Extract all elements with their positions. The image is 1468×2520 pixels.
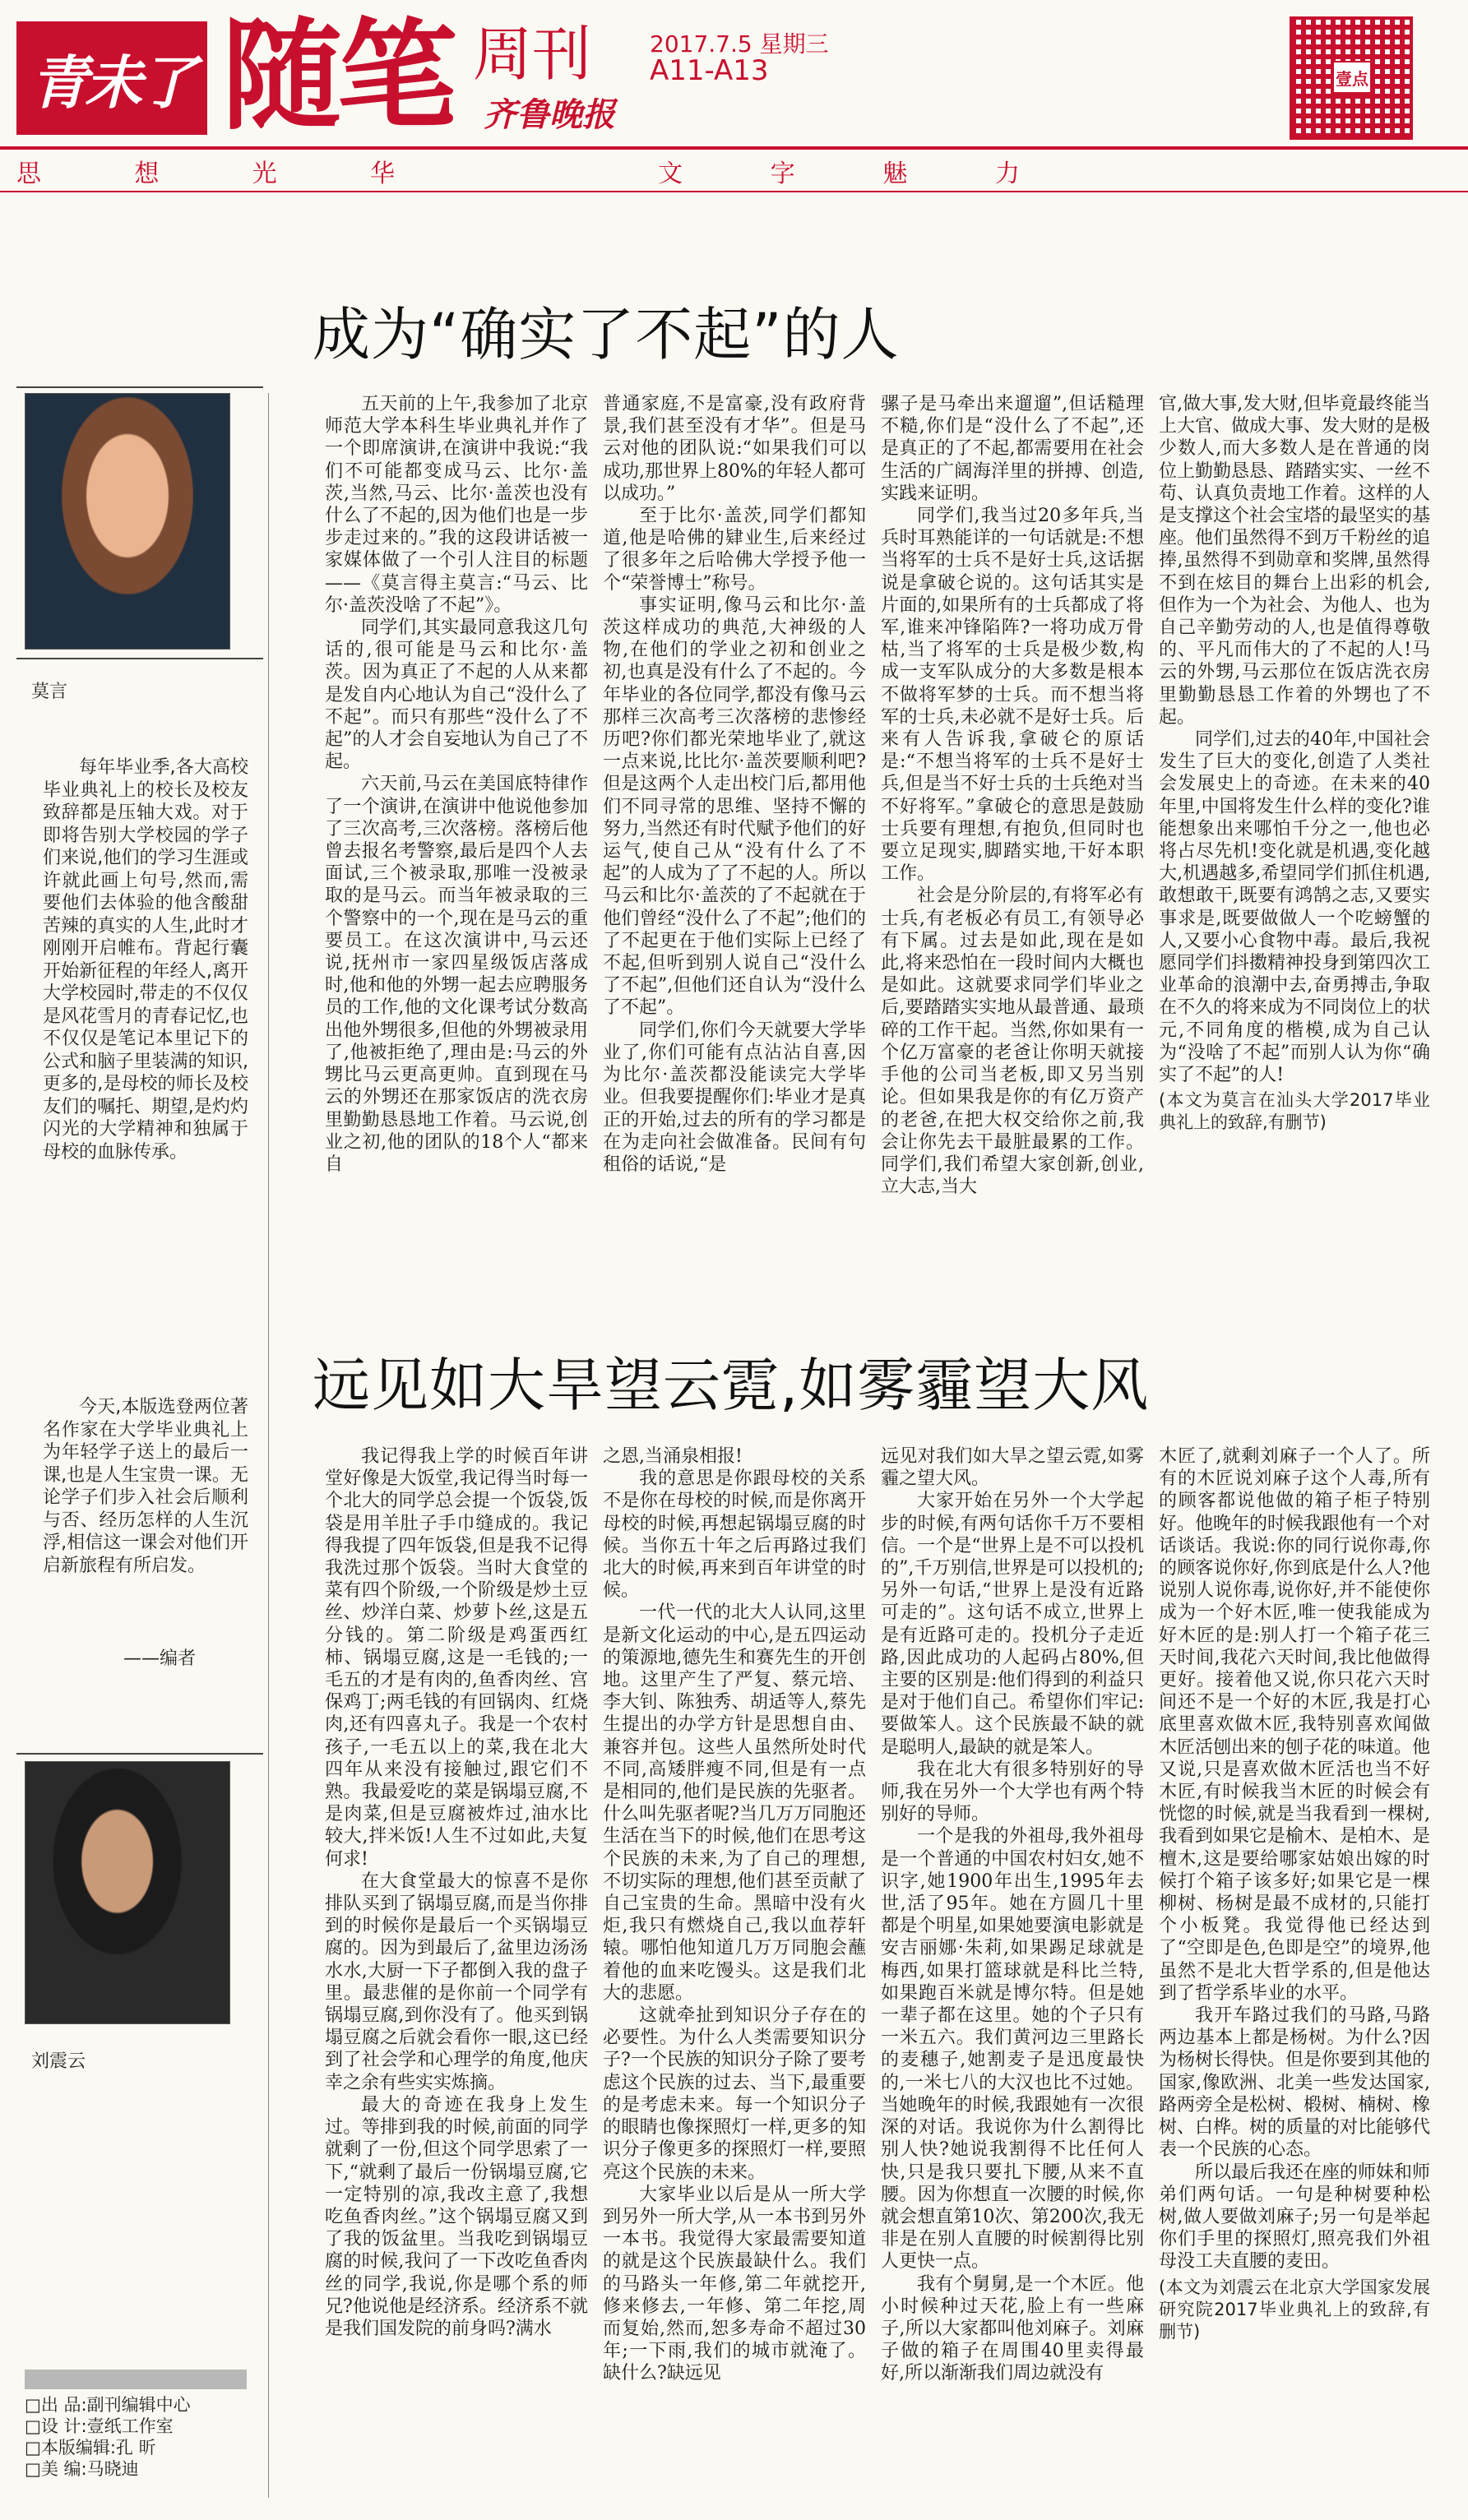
source-note: (本文为莫言在汕头大学2017毕业典礼上的致辞,有删节) bbox=[1159, 1090, 1430, 1133]
slogan-char: 字 bbox=[770, 160, 795, 188]
slogan-char: 力 bbox=[994, 160, 1020, 188]
paragraph: 所以最后我还在座的师妹和师弟们两句话。一句是种树要种松树,做人要做刘麻子;另一句是举起你们手里的探照灯,照亮我们外祖母没工夫直腰的麦田。 bbox=[1159, 2162, 1430, 2273]
paragraph: 事实证明,像马云和比尔·盖茨这样成功的典范,大神级的人物,在他们的学业之初和创业之初,也真是没有什么了不起的。今年毕业的各位同学,都没有像马云那样三次高考三次落榜的悲惨经历吧?你们都光荣地毕业了,就这一点来说,比比尔·盖茨要顺利吧?但是这两个人走出校门后,都用他们不同寻常的思维、坚持不懈的努力,当然还有时代赋予他们的好运气,使自己从“没有什么了不起”的人成为了了不起的人。所以马云和比尔·盖茨的了不起就在于他们曾经“没什么了不起”;他们的了不起更在于他们实际上已经了不起,但听到别人说自己“没什么了不起”,但他们还自认为“没什么了不起”。 bbox=[603, 594, 866, 1019]
credit-line: □设 计:壹纸工作室 bbox=[25, 2416, 174, 2436]
photo-caption: 莫言 bbox=[31, 682, 68, 702]
author-photo-mo-yan bbox=[25, 393, 230, 650]
paragraph: 木匠了,就剩刘麻子一个人了。所有的木匠说刘麻子这个人毒,所有的顾客都说他做的箱子柜子特别好。他晚年的时候我跟他有一个对话谈话。我说:你的同行说你毒,你的顾客说你好,你到底是什么人?他说别人说你毒,说你好,并不能使你成为一个好木匠,唯一使我能成为好木匠的是:别人打一个箱子花三天时间,我花六天时间,我比他做得更好。接着他又说,你只花六天时间还不是一个好的木匠,我是打心底里喜欢做木匠,我特别喜欢闻做木匠活刨出来的刨子花的味道。他又说,只是喜欢做木匠活也当不好木匠,有时候我当木匠的时候会有恍惚的时候,就是当我看到一棵树,我看到如果它是榆木、是柏木、是檀木,这是要给哪家姑娘出嫁的时候打个箱子该多好;如果它是一棵柳树、杨树是最不成材的,只能打个小板凳。我觉得他已经达到了“空即是色,色即是空”的境界,他虽然不是北大哲学系的,但是他达到了哲学系毕业的水平。 bbox=[1159, 1446, 1430, 2004]
paragraph: 我记得我上学的时候百年讲堂好像是大饭堂,我记得当时每一个北大的同学总会提一个饭袋,饭袋是用羊肚子手巾缝成的。我记得我提了四年饭袋,但是我不记得我洗过那个饭袋。当时大食堂的菜有四个阶级,一个阶级是炒土豆丝、炒洋白菜、炒萝卜丝,这是五分钱的。第二阶级是鸡蛋西红柿、锅塌豆腐,这是一毛钱的;一毛五的才是有肉的,鱼香肉丝、宫保鸡丁;两毛钱的有回锅肉、红烧肉,还有四喜丸子。我是一个农村孩子,一毛五以上的菜,我在北大四年从来没有接触过,跟它们不熟。我最爱吃的菜是锅塌豆腐,不是肉菜,但是豆腐被炸过,油水比较大,拌米饭!人生不过如此,夫复何求! bbox=[325, 1446, 588, 1870]
slogan-char: 文 bbox=[658, 160, 683, 188]
credit-line: □出 品:副刊编辑中心 bbox=[25, 2395, 191, 2415]
paragraph: 之恩,当涌泉相报! bbox=[603, 1446, 743, 1467]
paragraph: 官,做大事,发大财,但毕竟最终能当上大官、做成大事、发大财的是极少数人,而大多数人是在普通的岗位上勤勤恳恳、踏踏实实、一丝不苟、认真负责地工作着。这样的人是支撑这个社会宝塔的最坚实的基座。他们虽然得不到万千粉丝的追捧,虽然得不到勋章和奖牌,虽然得不到在炫目的舞台上出彩的机会,但作为一个为社会、为他人、也为自己辛勤劳动的人,也是值得尊敬的、平凡而伟大的了不起的人!马云的外甥,马云那位在饭店洗衣房里勤勤恳恳工作着的外甥也了不起。 bbox=[1159, 394, 1430, 728]
column-rule bbox=[268, 393, 269, 2498]
sidebar-divider bbox=[16, 386, 263, 388]
qr-badge: 壹点 bbox=[1332, 61, 1372, 94]
slogan-char: 魅 bbox=[882, 160, 908, 188]
paragraph: 普通家庭,不是富豪,没有政府背景,我们甚至没有才华”。但是马云对他的团队说:“如果我们可以成功,那世界上80%的年轻人都可以成功。” bbox=[603, 394, 866, 504]
section-title: 随笔 bbox=[222, 7, 452, 146]
article-column bbox=[603, 393, 866, 1359]
paragraph: 大家毕业以后是从一所大学到另外一所大学,从一本书到另外一本书。我觉得大家最需要知道的就是这个民族最缺什么。我们的马路头一年修,第二年就挖开,修来修去,一年修、第二年挖,周而复始,然而,恕多寿命不超过30年;一下雨,我们的城市就淹了。缺什么?缺远见 bbox=[603, 2184, 866, 2384]
slogan-char: 思 bbox=[16, 160, 41, 188]
issue-date: 2017.7.5 星期三 bbox=[650, 30, 829, 58]
article-column bbox=[325, 1445, 588, 2473]
article-headline: 远见如大旱望云霓,如雾霾望大风 bbox=[313, 1352, 1150, 1419]
masthead-rule-bottom bbox=[0, 191, 1468, 192]
sidebar-divider bbox=[16, 1753, 263, 1755]
slogan-char: 华 bbox=[369, 160, 395, 188]
source-note: (本文为刘震云在北京大学国家发展研究院2017毕业典礼上的致辞,有删节) bbox=[1159, 2277, 1430, 2342]
author-photo-liu-zhenyun bbox=[25, 1761, 230, 2024]
paragraph: 这就牵扯到知识分子存在的必要性。为什么人类需要知识分子?一个民族的知识分子除了要考虑这个民族的过去、当下,最重要的是考虑未来。每一个知识分子的眼睛也像探照灯一样,更多的知识分子像更多的探照灯一样,要照亮这个民族的未来。 bbox=[603, 2005, 866, 2183]
editor-signature: ——编者 bbox=[123, 1648, 197, 1669]
page-credits bbox=[25, 2394, 191, 2480]
paragraph: 同学们,我当过20多年兵,当兵时耳熟能详的一句话就是:不想当将军的士兵不是好士兵,这话据说是拿破仑说的。这句话其实是片面的,如果所有的士兵都成了将军,谁来冲锋陷阵?一将功成万骨枯,当了将军的士兵是极少数,构成一支军队成分的大多数是根本不做将军梦的士兵。而不想当将军的士兵,未必就不是好士兵。后来有人告诉我,拿破仑的原话是:“不想当将军的士兵不是好士兵,但是当不好士兵的士兵绝对当不好将军。”拿破仑的意思是鼓励士兵要有理想,有抱负,但同时也要立足现实,脚踏实地,干好本职工作。 bbox=[881, 506, 1144, 885]
weekly-label: 周刊 bbox=[473, 20, 592, 89]
paragraph: 同学们,其实最同意我这几句话的,很可能是马云和比尔·盖茨。因为真正了不起的人从来都是发自内心地认为自己“没什么了不起”。而只有那些“没什么了不起”的人才会自妄地认为自己了不起。 bbox=[325, 617, 588, 773]
paragraph: 我的意思是你跟母校的关系不是你在母校的时候,而是你离开母校的时候,再想起锅塌豆腐的时候。当你五十年之后再路过我们北大的时候,再来到百年讲堂的时候。 bbox=[603, 1468, 866, 1602]
editor-intro: 每年毕业季,各大高校毕业典礼上的校长及校友致辞都是压轴大戏。对于即将告别大学校园的学子们来说,他们的学习生涯或许就此画上句号,然而,需要他们去体验的他含酸甜苦辣的真实的人生,此时才刚刚开启帷布。背起行囊开始新征程的年经人,离开大学校园时,带走的不仅仅是风花雪月的青春记忆,也不仅仅是笔记本里记下的公式和脑子里装满的知识,更多的,是母校的师长及校友们的嘱托、期望,是灼灼闪光的大学精神和独属于母校的血脉传承。 bbox=[43, 757, 248, 1163]
paragraph: 骡子是马牵出来遛遛”,但话糙理不糙,你们是“没什么了不起”,还是真正的了不起,都需要用在社会生活的广阔海洋里的拼搏、创造,实践来证明。 bbox=[881, 394, 1144, 504]
slogan-char: 光 bbox=[252, 160, 277, 188]
paragraph: 至于比尔·盖茨,同学们都知道,他是哈佛的肄业生,后来经过了很多年之后哈佛大学授予他一个“荣誉博士”称号。 bbox=[603, 506, 866, 594]
masthead-rule bbox=[0, 146, 1468, 150]
logo-text: 青未了 bbox=[30, 49, 193, 117]
newspaper-name: 齐鲁晚报 bbox=[484, 95, 615, 134]
credit-line: □美 编:马晓迪 bbox=[25, 2459, 139, 2479]
paragraph: 最大的奇迹在我身上发生过。等排到我的时候,前面的同学就剩了一份,但这个同学思索了一下,“就剩了最后一份锅塌豆腐,它一定特别的凉,我改主意了,我想吃鱼香肉丝。”这个锅塌豆腐又到了我的饭盆里。当我吃到锅塌豆腐的时候,我问了一下改吃鱼香肉丝的同学,我说,你是哪个系的师兄?他说他是经济系。经济系不就是我们国发院的前身吗?满水 bbox=[325, 2094, 588, 2339]
article-column bbox=[881, 393, 1144, 1359]
article-column bbox=[881, 1445, 1144, 2473]
article-column bbox=[603, 1445, 866, 2473]
paragraph: 我在北大有很多特别好的导师,我在另外一个大学也有两个特别好的导师。 bbox=[881, 1759, 1144, 1825]
paragraph: 我有个舅舅,是一个木匠。他小时候种过天花,脸上有一些麻子,所以大家都叫他刘麻子。刘麻子做的箱子在周围40里卖得最好,所以渐渐我们周边就没有 bbox=[881, 2273, 1144, 2384]
paragraph: 远见对我们如大旱之望云霓,如雾霾之望大风。 bbox=[881, 1446, 1144, 1490]
paragraph: 大家开始在另外一个大学起步的时候,有两句话你千万不要相信。一个是“世界上是不可以投机的”,千万别信,世界是可以投机的;另外一句话,“世界上是没有近路可走的”。这句话不成立,世界上是有近路可走的。投机分子走近路,因此成功的人起码占80%,但主要的区别是:他们得到的利益只是对于他们自己。希望你们牢记:要做笨人。这个民族最不缺的就是聪明人,最缺的就是笨人。 bbox=[881, 1491, 1144, 1758]
page-range: A11-A13 bbox=[650, 54, 769, 87]
paragraph: 一代一代的北大人认同,这里是新文化运动的中心,是五四运动的策源地,德先生和赛先生的开创地。这里产生了严复、蔡元培、李大钊、陈独秀、胡适等人,蔡先生提出的办学方针是思想自由、兼容并包。这些人虽然所处时代不同,高矮胖瘦不同,但是有一点是相同的,他们是民族的先驱者。什么叫先驱者呢?当几万万同胞还生活在当下的时候,他们在思考这个民族的未来,为了自己的理想,不切实际的理想,他们甚至贡献了自己宝贵的生命。黑暗中没有火炬,我只有燃烧自己,我以血荐轩辕。哪怕他知道几万万同胞会蘸着他的血来吃馒头。这是我们北大的悲愿。 bbox=[603, 1602, 866, 2004]
photo-caption: 刘震云 bbox=[31, 2051, 86, 2072]
editor-intro-continued: 今天,本版选登两位著名作家在大学毕业典礼上为年轻学子送上的最后一课,也是人生宝贵一课。无论学子们步入社会后顺利与否、经历怎样的人生沉浮,相信这一课会对他们开启新旅程有所启发。 bbox=[43, 1397, 248, 1576]
paragraph: 同学们,你们今天就要大学毕业了,你们可能有点沾沾自喜,因为比尔·盖茨都没能读完大学毕业。但我要提醒你们:毕业才是真正的开始,过去的所有的学习都是在为走向社会做准备。民间有句租俗的话说,“是 bbox=[603, 1020, 866, 1175]
slogan-left bbox=[16, 153, 395, 189]
paragraph: 六天前,马云在美国底特律作了一个演讲,在演讲中他说他参加了三次高考,三次落榜。落榜后他曾去报名考警察,最后是四个人去面试,三个被录取,那唯一没被录取的是马云。而当年被录取的三个警察中的一个,现在是马云的重要员工。在这次演讲中,马云还说,抚州市一家四星级饭店落成时,他和他的外甥一起去应聘服务员的工作,他的文化课考试分数高出他外甥很多,但他的外甥被录用了,他被拒绝了,理由是:马云的外甥比马云更高更帅。直到现在马云的外甥还在那家饭店的洗衣房里勤勤恳恳地工作着。马云说,创业之初,他的团队的18个人“都来自 bbox=[325, 774, 588, 1175]
slogan-char: 想 bbox=[134, 160, 160, 188]
paragraph: 五天前的上午,我参加了北京师范大学本科生毕业典礼并作了一个即席演讲,在演讲中我说:“我们不可能都变成马云、比尔·盖茨,当然,马云、比尔·盖茨也没有什么了不起的,因为他们也是一步步走过来的。”我的这段讲话被一家媒体做了一个引人注目的标题——《莫言得主莫言:“马云、比尔·盖茨没啥了不起”》。 bbox=[325, 394, 588, 616]
article-column bbox=[1159, 1445, 1430, 2473]
credits-bar bbox=[25, 2370, 247, 2389]
paragraph: 社会是分阶层的,有将军必有士兵,有老板必有员工,有领导必有下属。过去是如此,现在是如此,将来恐怕在一段时间内大概也是如此。这就要求同学们毕业之后,要踏踏实实地从最普通、最琐碎的工作干起。当然,你如果有一个亿万富豪的老爸让你明天就接手他的公司当老板,即又另当别论。但如果我是你的有亿万资产的老爸,在把大权交给你之前,我会让你先去干最脏最累的工作。同学们,我们希望大家创新,创业,立大志,当大 bbox=[881, 885, 1144, 1198]
article-column bbox=[325, 393, 588, 1359]
sidebar-divider bbox=[16, 658, 263, 659]
paragraph: 在大食堂最大的惊喜不是你排队买到了锅塌豆腐,而是当你排到的时候你是最后一个买锅塌豆腐的。因为到最后了,盆里边汤汤水水,大厨一下子都倒入我的盘子里。最悲催的是你前一个同学有锅塌豆腐,到你没有了。他买到锅塌豆腐之后就会看你一眼,这已经到了社会学和心理学的角度,他庆幸之余有些实实炼摘。 bbox=[325, 1870, 588, 2093]
article-headline: 成为“确实了不起”的人 bbox=[313, 301, 900, 368]
article-column bbox=[1159, 393, 1430, 1359]
brand-logo bbox=[16, 21, 207, 135]
paragraph: 一个是我的外祖母,我外祖母是一个普通的中国农村妇女,她不识字,她1900年出生,1995年去世,活了95年。她在方圆几十里都是个明星,如果她要演电影就是安吉丽娜·朱莉,如果踢足球就是梅西,如果打篮球就是科比兰特,如果跑百米就是博尔特。但是她一辈子都在这里。她的个子只有一米五六。我们黄河边三里路长的麦穗子,她割麦子是迅度最快的,一米七八的大汉也比不过她。当她晚年的时候,我跟她有一次很深的对话。我说你为什么割得比别人快?她说我割得不比任何人快,只是我只要扎下腰,从来不直腰。因为你想直一次腰的时候,你就会想直第10次、第200次,我无非是在别人直腰的时候割得比别人更快一点。 bbox=[881, 1826, 1144, 2273]
paragraph: 同学们,过去的40年,中国社会发生了巨大的变化,创造了人类社会发展史上的奇迹。在未来的40年里,中国将发生什么样的变化?谁能想象出来哪怕千分之一,他也必将占尽先机!变化就是机遇,变化越大,机遇越多,希望同学们抓住机遇,敢想敢干,既要有鸿鹄之志,又要实事求是,既要做做人一个吃螃蟹的人,又要小心食物中毒。最后,我祝愿同学们抖擞精神投身到第四次工业革命的浪潮中去,奋勇搏击,争取在不久的将来成为不同岗位上的状元,不同角度的楷模,成为自己认为“没啥了不起”而别人认为你“确实了不起”的人! bbox=[1159, 729, 1430, 1086]
credit-line: □本版编辑:孔 昕 bbox=[25, 2438, 156, 2458]
paragraph: 我开车路过我们的马路,马路两边基本上都是杨树。为什么?因为杨树长得快。但是你要到其他的国家,像欧洲、北美一些发达国家,路两旁全是松树、椴树、楠树、橡树、白桦。树的质量的对比能够代表一个民族的心态。 bbox=[1159, 2005, 1430, 2161]
slogan-right bbox=[658, 153, 1020, 189]
